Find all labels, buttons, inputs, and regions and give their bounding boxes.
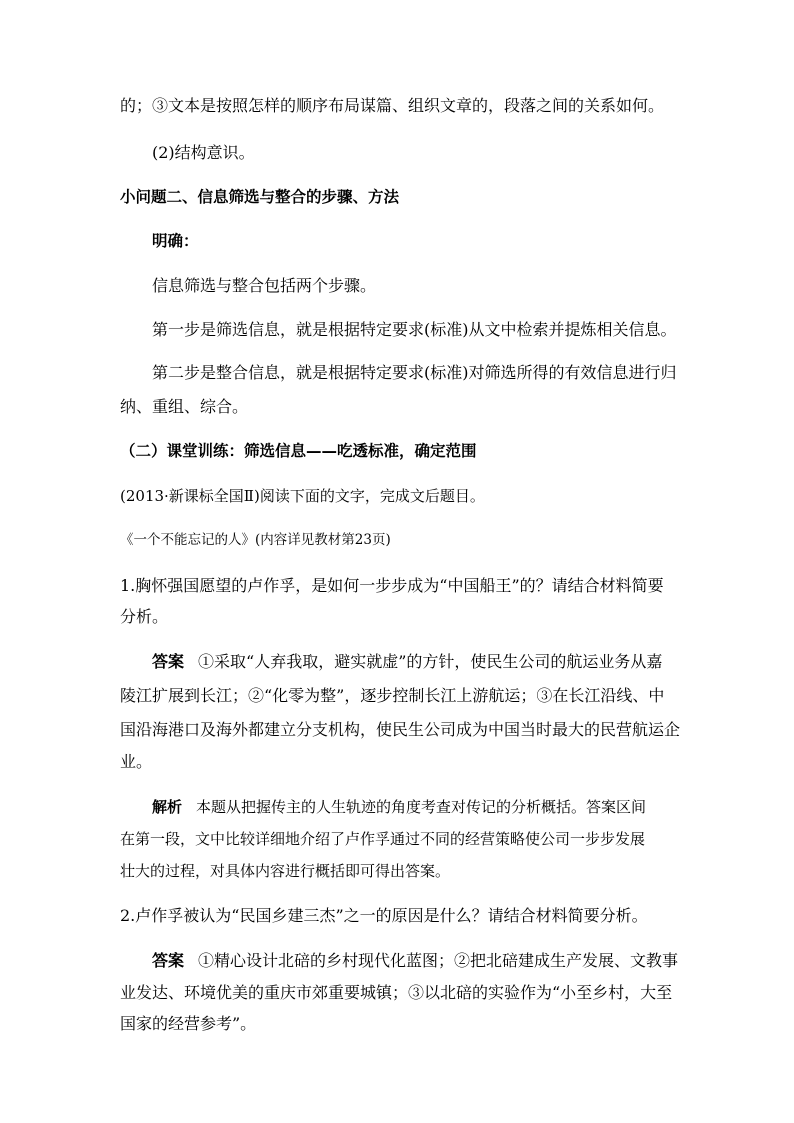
text-line: 第二步是整合信息，就是根据特定要求(标准)对筛选所得的有效信息进行归 xyxy=(152,363,677,382)
answer-text: ①精心设计北碚的乡村现代化蓝图；②把北碚建成生产发展、文教事 xyxy=(198,951,679,970)
answer-2-line: 业发达、环境优美的重庆市郊重要城镇；③以北碚的实验作为“小至乡村，大至 xyxy=(120,983,673,1002)
answer-1-line: 国沿海港口及海外都建立分支机构，使民生公司成为中国当时最大的民营航运企 xyxy=(120,720,681,739)
analysis-1-line: 在第一段，文中比较详细地介绍了卢作孚通过不同的经营策略使公司一步步发展 xyxy=(120,830,646,848)
text-line: 纳、重组、综合。 xyxy=(120,397,249,416)
answer-text: ①采取“人弃我取，避实就虚”的方针，使民生公司的航运业务从嘉 xyxy=(198,652,663,671)
analysis-label: 解析 xyxy=(152,798,183,816)
question-2: 2.卢作孚被认为“民国乡建三杰”之一的原因是什么？请结合材料简要分析。 xyxy=(120,906,648,925)
text-line: 的；③文本是按照怎样的顺序布局谋篇、组织文章的，段落之间的关系如何。 xyxy=(120,96,665,115)
question-1: 1.胸怀强国愿望的卢作孚，是如何一步步成为“中国船王”的？请结合材料简要 xyxy=(120,576,664,595)
answer-2-line xyxy=(152,951,712,971)
analysis-1-line xyxy=(152,797,712,817)
answer-1-line: 陵江扩展到长江；②“化零为整”，逐步控制长江上游航运；③在长江沿线、中 xyxy=(120,686,665,705)
subheading: 明确： xyxy=(152,232,199,250)
section-heading: （二）课堂训练：筛选信息——吃透标准，确定范围 xyxy=(120,442,477,460)
text-line: 《一个不能忘记的人》(内容详见教材第23页) xyxy=(120,532,391,548)
answer-1-line xyxy=(152,652,712,672)
answer-2-line: 国家的经营参考”。 xyxy=(120,1014,257,1033)
text-line: 第一步是筛选信息，就是根据特定要求(标准)从文中检索并提炼相关信息。 xyxy=(152,320,677,339)
text-line: (2)结构意识。 xyxy=(152,143,255,162)
text-line: (2013·新课标全国Ⅱ)阅读下面的文字，完成文后题目。 xyxy=(120,487,485,505)
text-line: 信息筛选与整合包括两个步骤。 xyxy=(152,276,377,295)
analysis-1-line: 壮大的过程，对具体内容进行概括即可得出答案。 xyxy=(120,862,451,880)
answer-label: 答案 xyxy=(152,652,185,671)
answer-1-line: 业。 xyxy=(120,752,153,771)
section-heading: 小问题二、信息筛选与整合的步骤、方法 xyxy=(120,188,400,206)
analysis-text: 本题从把握传主的人生轨迹的角度考查对传记的分析概括。答案区间 xyxy=(196,798,647,816)
answer-label: 答案 xyxy=(152,951,185,970)
question-1-cont: 分析。 xyxy=(120,607,169,626)
